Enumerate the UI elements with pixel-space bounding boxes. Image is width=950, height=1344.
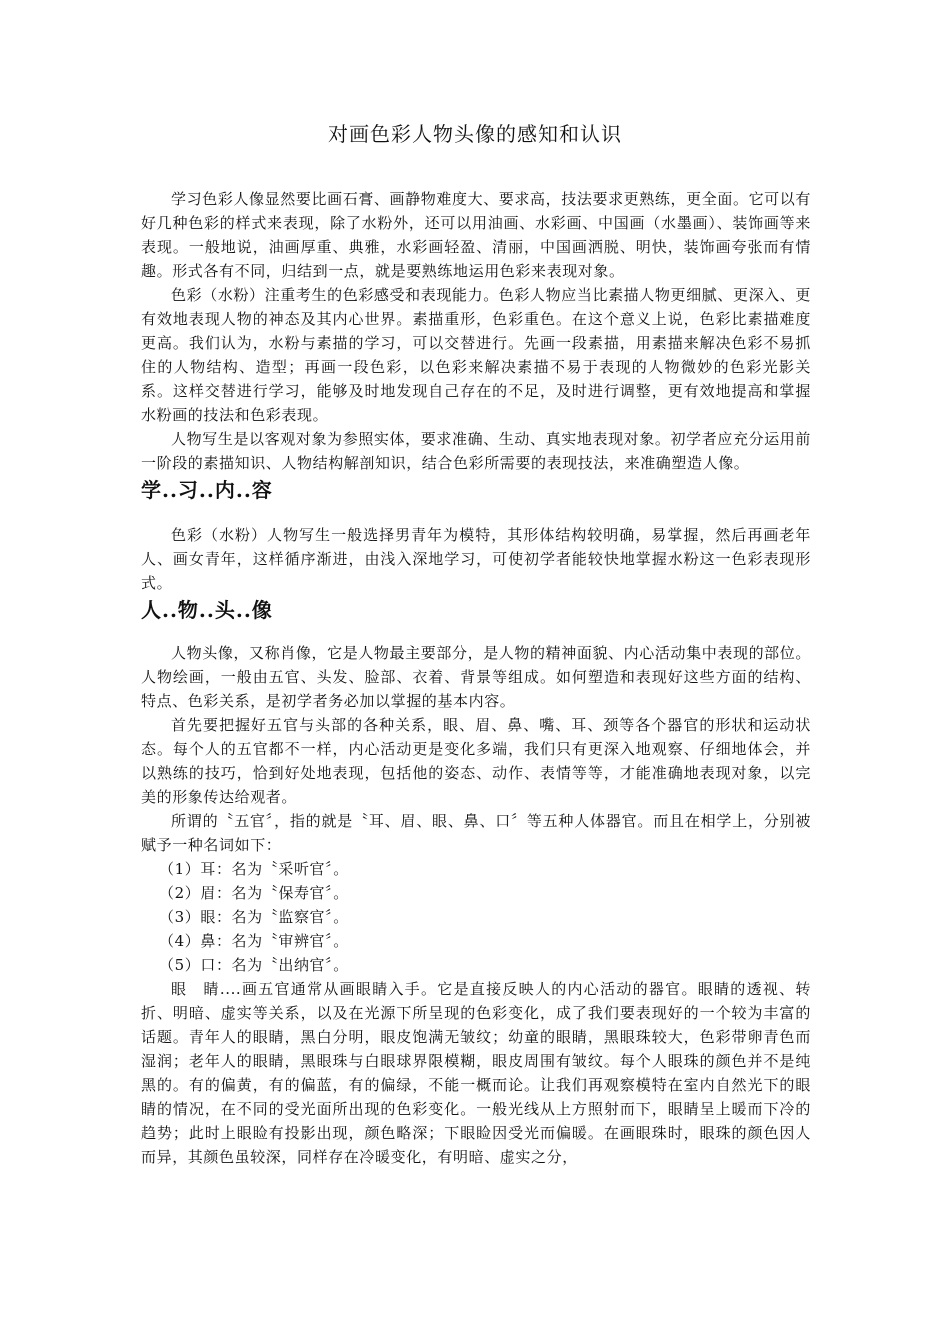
list-item: （4）鼻：名为〝审辨官〞。 — [159, 932, 349, 950]
portrait-paragraph-1: 人物头像，又称肖像，它是人物最主要部分，是人物的精神面貌、内心活动集中表现的部位。人物绘画，一般由五官、头发、脸部、衣着、背景等组成。如何塑造和表现好这些方面的结构、特点、色彩关系，是初学者务必加以掌握的基本内容。 — [141, 644, 811, 710]
eyes-paragraph: 眼 睛....画五官通常从画眼睛入手。它是直接反映人的内心活动的器官。眼睛的透视、转折、明暗、虚实等关系，以及在光源下所呈现的色彩变化，成了我们要表现好的一个较为丰富的话题。青年人的眼睛，黑白分明，眼皮饱满无皱纹；幼童的眼睛，黑眼珠较大，色彩带卵青色而湿润；老年人的眼睛，黑眼珠与白眼球界限模糊，眼皮周围有皱纹。每个人眼珠的颜色并不是纯黑的。有的偏黄，有的偏蓝，有的偏绿，不能一概而论。让我们再观察模特在室内自然光下的眼睛的情况，在不同的受光面所出现的色彩变化。一般光线从上方照射而下，眼睛呈上暖而下冷的趋势；此时上眼睑有投影出现，颜色略深；下眼睑因受光而偏暖。在画眼珠时，眼珠的颜色因人而异，其颜色虽较深，同样存在冷暖变化，有明暗、虚实之分， — [141, 980, 811, 1166]
portrait-paragraph-2: 首先要把握好五官与头部的各种关系，眼、眉、鼻、嘴、耳、颈等各个器官的形状和运动状态。每个人的五官都不一样，内心活动更是变化多端，我们只有更深入地观察、仔细地体会，并以熟练的技巧，恰到好处地表现，包括他的姿态、动作、表情等等，才能准确地表现对象，以完美的形象传达给观者。 — [141, 716, 811, 806]
section-heading-study-content: 学..习..内..容 — [141, 478, 273, 502]
list-item: （1）耳：名为〝采听官〞。 — [159, 860, 349, 878]
list-item: （3）眼：名为〝监察官〞。 — [159, 908, 349, 926]
document-title: 对画色彩人物头像的感知和认识 — [328, 122, 622, 146]
document-body — [141, 187, 811, 1169]
portrait-paragraph-3: 所谓的〝五官〞，指的就是〝耳、眉、眼、鼻、口〞等五种人体器官。而且在相学上，分别被赋予一种名词如下： — [141, 812, 811, 854]
intro-paragraph-2: 色彩（水粉）注重考生的色彩感受和表现能力。色彩人物应当比素描人物更细腻、更深入、更有效地表现人物的神态及其内心世界。素描重形，色彩重色。在这个意义上说，色彩比素描难度更高。我们认为，水粉与素描的学习，可以交替进行。先画一段素描，用素描来解决色彩不易抓住的人物结构、造型；再画一段色彩，以色彩来解决素描不易于表现的人物微妙的色彩光影关系。这样交替进行学习，能够及时地发现自己存在的不足，及时进行调整，更有效地提高和掌握水粉画的技法和色彩表现。 — [141, 286, 811, 424]
list-item: （2）眉：名为〝保寿官〞。 — [159, 884, 349, 902]
intro-paragraph-3: 人物写生是以客观对象为参照实体，要求准确、生动、真实地表现对象。初学者应充分运用前一阶段的素描知识、人物结构解剖知识，结合色彩所需要的表现技法，来准确塑造人像。 — [141, 430, 811, 472]
section-heading-portrait: 人..物..头..像 — [141, 598, 273, 622]
study-content-paragraph: 色彩（水粉）人物写生一般选择男青年为模特，其形体结构较明确，易掌握，然后再画老年人、画女青年，这样循序渐进，由浅入深地学习，可使初学者能较快地掌握水粉这一色彩表现形式。 — [141, 526, 811, 592]
list-item: （5）口：名为〝出纳官〞。 — [159, 956, 349, 974]
intro-paragraph-1: 学习色彩人像显然要比画石膏、画静物难度大、要求高，技法要求更熟练，更全面。它可以有好几种色彩的样式来表现，除了水粉外，还可以用油画、水彩画、中国画（水墨画）、装饰画等来表现。一般地说，油画厚重、典雅，水彩画轻盈、清丽，中国画洒脱、明快，装饰画夸张而有情趣。形式各有不同，归结到一点，就是要熟练地运用色彩来表现对象。 — [141, 190, 811, 280]
